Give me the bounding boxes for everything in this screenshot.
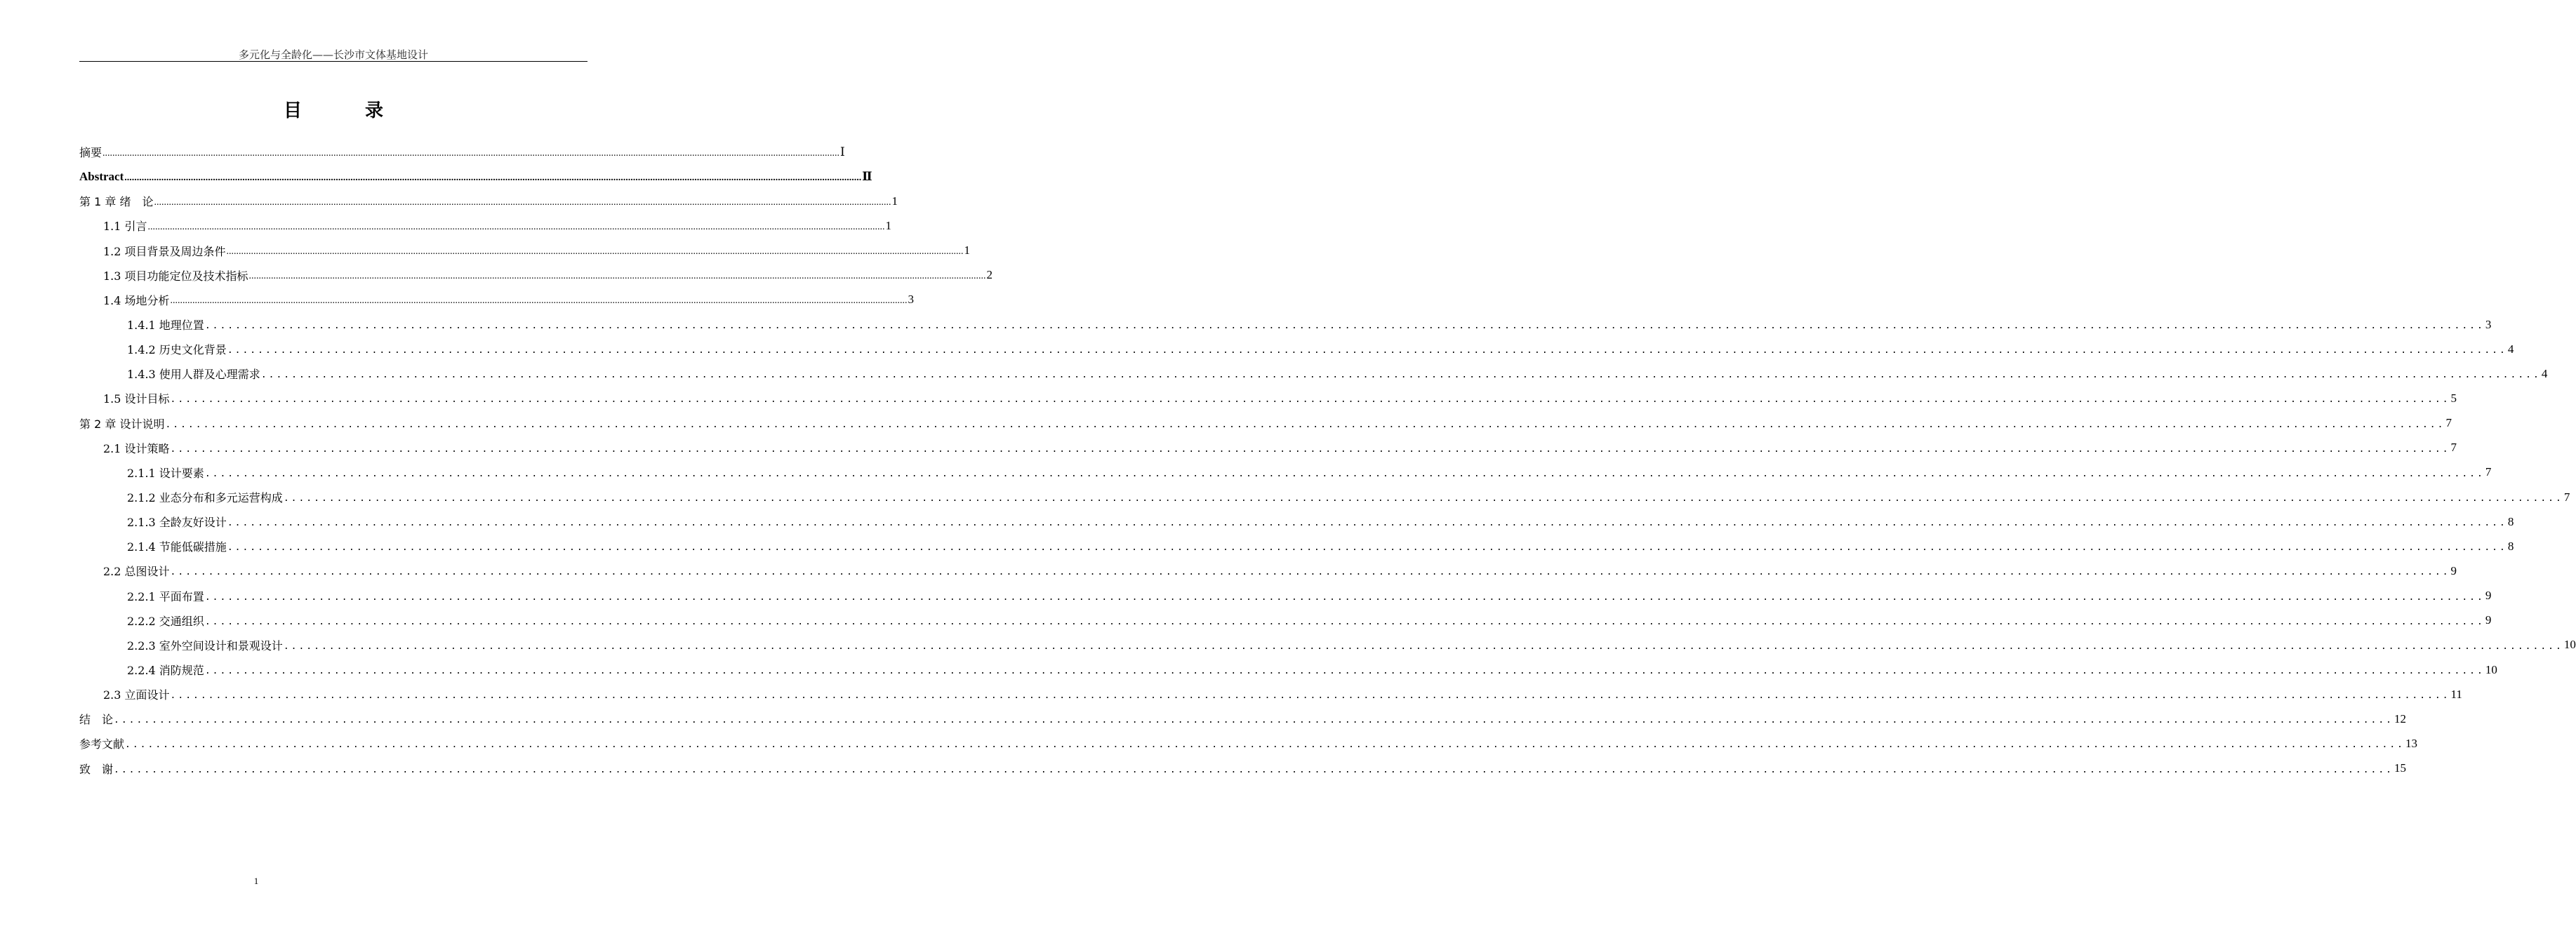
toc-entry-page: 2 — [986, 268, 993, 282]
dot-leader: ............................................................................................................................................................................................................................................................................................................ — [226, 246, 964, 258]
dot-leader: ............................................................................................................................................................................................................................................................................................................ — [283, 641, 2563, 652]
toc-entry-label: 1.4 场地分析 — [103, 293, 170, 307]
toc-entry-label: 2.2 总图设计 — [103, 565, 170, 579]
toc-entry-label: 1.5 设计目标 — [103, 392, 170, 406]
toc-entry-label: 摘要 — [79, 146, 102, 160]
toc-entry-page: Ⅰ — [840, 145, 845, 159]
toc-entry[interactable] — [79, 386, 2457, 410]
dot-leader: ............................................................................................................................................................................................................................................................................................................ — [114, 715, 2394, 726]
toc-entry-label: 2.2.3 室外空间设计和景观设计 — [127, 638, 283, 653]
toc-entry-page: 8 — [2507, 514, 2514, 528]
toc-entry[interactable] — [79, 361, 2548, 386]
dot-leader: ............................................................................................................................................................................................................................................................................................................ — [204, 321, 2485, 332]
toc-entry[interactable] — [79, 460, 2492, 485]
toc-entry[interactable] — [79, 288, 915, 312]
toc-entry[interactable] — [79, 682, 2462, 707]
toc-entry-page: 9 — [2450, 563, 2457, 577]
dot-leader: ............................................................................................................................................................................................................................................................................................................ — [204, 468, 2485, 479]
toc-entry[interactable] — [79, 337, 2514, 361]
dot-leader: ............................................................................................................................................................................................................................................................................................................ — [204, 591, 2485, 603]
toc-entry[interactable] — [79, 509, 2514, 534]
dot-leader: ............................................................................................................................................................................................................................................................................................................ — [170, 295, 908, 307]
header-rule — [79, 61, 587, 62]
toc-entry[interactable] — [79, 239, 971, 263]
dot-leader: ............................................................................................................................................................................................................................................................................................................ — [248, 271, 986, 282]
toc-entry-page: 5 — [2450, 391, 2457, 405]
dot-leader: ............................................................................................................................................................................................................................................................................................................ — [125, 740, 2405, 751]
toc-entry-label: 2.1.2 业态分布和多元运营构成 — [127, 491, 283, 505]
toc-entry-label: 2.2.4 消防规范 — [127, 664, 204, 678]
toc-entry-label: 2.1.4 节能低碳措施 — [127, 540, 227, 554]
dot-leader: ............................................................................................................................................................................................................................................................................................................ — [170, 567, 2450, 578]
toc-entry-page: 1 — [885, 218, 892, 232]
toc-entry-label: 1.3 项目功能定位及技术指标 — [103, 269, 248, 283]
toc-entry-page: 1 — [891, 194, 898, 208]
toc-entry-label: 1.4.2 历史文化背景 — [127, 343, 227, 357]
toc-entry-label: 2.1.1 设计要素 — [127, 466, 204, 480]
toc-entry-page: 7 — [2445, 416, 2452, 430]
dot-leader: ............................................................................................................................................................................................................................................................................................................ — [154, 196, 891, 208]
toc-entry-page: 10 — [2563, 638, 2576, 652]
toc-entry-page: 7 — [2450, 441, 2457, 455]
toc-entry[interactable] — [79, 411, 2452, 436]
toc-entry[interactable] — [79, 213, 892, 238]
toc-entry-page: 12 — [2394, 711, 2407, 725]
dot-leader: ............................................................................................................................................................................................................................................................................................................ — [170, 690, 2450, 702]
toc-entry[interactable] — [79, 485, 2570, 509]
dot-leader: ............................................................................................................................................................................................................................................................................................................ — [204, 666, 2485, 677]
toc-entry-page: 4 — [2541, 366, 2548, 380]
dot-leader: ............................................................................................................................................................................................................................................................................................................ — [204, 616, 2485, 627]
toc-entry[interactable] — [79, 707, 2407, 731]
dot-leader: ............................................................................................................................................................................................................................................................................................................ — [124, 172, 862, 183]
toc-entry-label: 1.2 项目背景及周边条件 — [103, 244, 226, 258]
toc-entry-page: 10 — [2485, 662, 2497, 676]
toc-entry-label: 2.2.2 交通组织 — [127, 614, 204, 628]
toc-entry-page: Ⅱ — [862, 169, 872, 183]
dot-leader: ............................................................................................................................................................................................................................................................................................................ — [283, 493, 2563, 504]
dot-leader: ............................................................................................................................................................................................................................................................................................................ — [114, 764, 2394, 775]
toc-entry-label: 1.4.1 地理位置 — [127, 319, 204, 333]
dot-leader: ............................................................................................................................................................................................................................................................................................................ — [165, 419, 2445, 430]
toc-entry-page: 1 — [964, 243, 971, 258]
toc-entry-page: 7 — [2485, 465, 2492, 479]
toc-entry-page: 3 — [908, 293, 915, 307]
toc-entry-page: 4 — [2507, 342, 2514, 356]
toc-entry[interactable] — [79, 608, 2492, 633]
toc-entry-label: 第 2 章 设计说明 — [79, 417, 165, 431]
toc-entry[interactable] — [79, 756, 2407, 781]
toc-entry[interactable] — [79, 436, 2457, 460]
toc-entry[interactable] — [79, 189, 898, 213]
dot-leader: ............................................................................................................................................................................................................................................................................................................ — [170, 443, 2450, 455]
toc-entry-page: 8 — [2507, 539, 2514, 553]
toc-entry-label: 2.1 设计策略 — [103, 441, 170, 455]
toc-title: 目 录 — [283, 100, 406, 121]
table-of-contents — [79, 140, 2576, 781]
toc-entry-page: 9 — [2485, 589, 2492, 603]
toc-entry-page: 13 — [2405, 736, 2418, 750]
page-number: 1 — [253, 876, 259, 886]
toc-entry-label: 1.1 引言 — [103, 220, 147, 234]
toc-entry[interactable] — [79, 534, 2514, 559]
running-header: 多元化与全龄化——长沙市文体基地设计 — [238, 48, 428, 61]
toc-entry-label: 1.4.3 使用人群及心理需求 — [127, 368, 260, 382]
toc-entry[interactable] — [79, 559, 2457, 583]
dot-leader: ............................................................................................................................................................................................................................................................................................................ — [260, 370, 2541, 381]
toc-entry[interactable] — [79, 312, 2492, 337]
dot-leader: ............................................................................................................................................................................................................................................................................................................ — [227, 518, 2507, 529]
toc-entry[interactable] — [79, 164, 872, 189]
toc-entry-label: 2.2.1 平面布置 — [127, 589, 204, 603]
toc-entry-label: Abstract — [79, 169, 124, 183]
toc-entry[interactable] — [79, 140, 845, 164]
dot-leader: ............................................................................................................................................................................................................................................................................................................ — [102, 147, 840, 159]
toc-entry[interactable] — [79, 584, 2492, 608]
toc-entry-label: 2.3 立面设计 — [103, 688, 170, 702]
toc-entry-label: 致 谢 — [79, 762, 114, 776]
dot-leader: ............................................................................................................................................................................................................................................................................................................ — [227, 542, 2507, 554]
dot-leader: ............................................................................................................................................................................................................................................................................................................ — [147, 221, 885, 232]
toc-entry-page: 7 — [2563, 490, 2570, 504]
toc-entry[interactable] — [79, 731, 2418, 756]
dot-leader: ............................................................................................................................................................................................................................................................................................................ — [170, 394, 2450, 406]
toc-entry-page: 11 — [2450, 687, 2462, 701]
toc-entry-page: 15 — [2394, 761, 2407, 775]
toc-entry-label: 2.1.3 全龄友好设计 — [127, 516, 227, 530]
toc-entry-page: 9 — [2485, 613, 2492, 627]
toc-entry-label: 第 1 章 绪 论 — [79, 195, 154, 209]
toc-entry-page: 3 — [2485, 317, 2492, 331]
toc-entry[interactable] — [79, 657, 2497, 682]
toc-entry[interactable] — [79, 263, 993, 288]
toc-entry[interactable] — [79, 633, 2576, 657]
dot-leader: ............................................................................................................................................................................................................................................................................................................ — [227, 345, 2507, 356]
toc-entry-label: 结 论 — [79, 713, 114, 727]
toc-entry-label: 参考文献 — [79, 737, 125, 751]
